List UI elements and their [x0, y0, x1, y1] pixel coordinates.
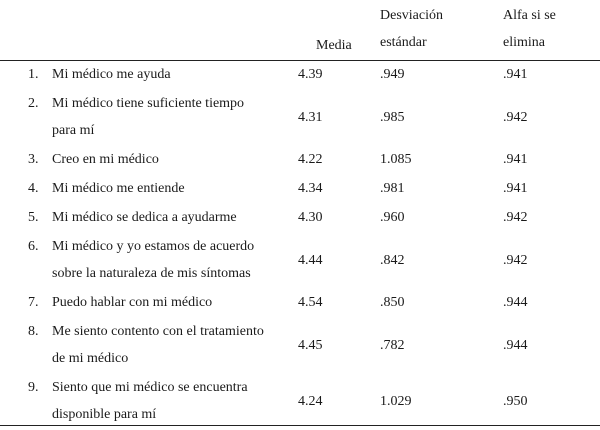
row-number: 3.: [28, 152, 39, 167]
row-sd-value: .850: [380, 295, 405, 310]
row-item-text: [52, 90, 292, 144]
row-sd-value: 1.029: [380, 394, 412, 409]
row-number: 5.: [28, 210, 39, 225]
row-media-value: 4.39: [298, 67, 323, 82]
row-item-text: [52, 146, 292, 173]
row-item-line2: de mi médico: [52, 351, 129, 366]
row-alfa-value: .941: [503, 67, 528, 82]
row-number: 9.: [28, 380, 39, 395]
table-row: [0, 90, 600, 146]
row-number: 8.: [28, 324, 39, 339]
row-media-value: 4.24: [298, 394, 323, 409]
row-media-value: 4.22: [298, 152, 323, 167]
row-number: 4.: [28, 181, 39, 196]
row-alfa-value: .950: [503, 394, 528, 409]
row-item-text: [52, 318, 292, 372]
row-item-line1: Creo en mi médico: [52, 152, 159, 167]
table-header: [0, 0, 600, 61]
table-row: [0, 175, 600, 204]
row-item-line1: Mi médico tiene suficiente tiempo: [52, 96, 245, 111]
header-alfa-line2: elimina: [503, 35, 545, 50]
row-item-text: [52, 233, 292, 287]
table-row: [0, 61, 600, 90]
table-row: [0, 374, 600, 430]
row-sd-value: .981: [380, 181, 405, 196]
row-sd-value: .842: [380, 253, 405, 268]
table-row: [0, 289, 600, 318]
row-alfa-value: .941: [503, 181, 528, 196]
row-item-line1: Mi médico me entiende: [52, 181, 185, 196]
row-media-value: 4.54: [298, 295, 323, 310]
table-row: [0, 146, 600, 175]
table-row: [0, 318, 600, 374]
row-item-text: [52, 175, 292, 202]
row-item-line1: Mi médico y yo estamos de acuerdo: [52, 239, 255, 254]
row-sd-value: .782: [380, 338, 405, 353]
row-alfa-value: .942: [503, 210, 528, 225]
header-media: Media: [316, 38, 352, 53]
row-alfa-value: .942: [503, 110, 528, 125]
header-desviacion-line1: Desviación: [380, 8, 443, 23]
row-media-value: 4.30: [298, 210, 323, 225]
row-sd-value: 1.085: [380, 152, 412, 167]
row-item-text: [52, 61, 292, 88]
row-alfa-value: .942: [503, 253, 528, 268]
row-number: 6.: [28, 239, 39, 254]
header-desviacion: [380, 2, 490, 56]
row-alfa-value: .944: [503, 338, 528, 353]
row-item-line1: Mi médico se dedica a ayudarme: [52, 210, 237, 225]
row-sd-value: .960: [380, 210, 405, 225]
row-item-text: [52, 374, 292, 428]
header-alfa: [503, 2, 593, 56]
row-alfa-value: .941: [503, 152, 528, 167]
row-item-line1: Siento que mi médico se encuentra: [52, 380, 248, 395]
row-item-text: [52, 289, 292, 316]
row-media-value: 4.45: [298, 338, 323, 353]
row-item-text: [52, 204, 292, 231]
row-sd-value: .985: [380, 110, 405, 125]
row-sd-value: .949: [380, 67, 405, 82]
row-media-value: 4.44: [298, 253, 323, 268]
row-media-value: 4.31: [298, 110, 323, 125]
row-number: 2.: [28, 96, 39, 111]
row-media-value: 4.34: [298, 181, 323, 196]
row-item-line2: para mí: [52, 123, 95, 138]
row-item-line2: sobre la naturaleza de mis síntomas: [52, 266, 251, 281]
header-desviacion-line2: estándar: [380, 35, 427, 50]
row-alfa-value: .944: [503, 295, 528, 310]
row-item-line1: Me siento contento con el tratamiento: [52, 324, 264, 339]
row-item-line2: disponible para mí: [52, 407, 157, 422]
row-number: 1.: [28, 67, 39, 82]
table-row: [0, 233, 600, 289]
row-item-line1: Mi médico me ayuda: [52, 67, 171, 82]
table-row: [0, 204, 600, 233]
header-alfa-line1: Alfa si se: [503, 8, 556, 23]
row-number: 7.: [28, 295, 39, 310]
row-item-line1: Puedo hablar con mi médico: [52, 295, 213, 310]
bottom-rule: [0, 425, 600, 426]
